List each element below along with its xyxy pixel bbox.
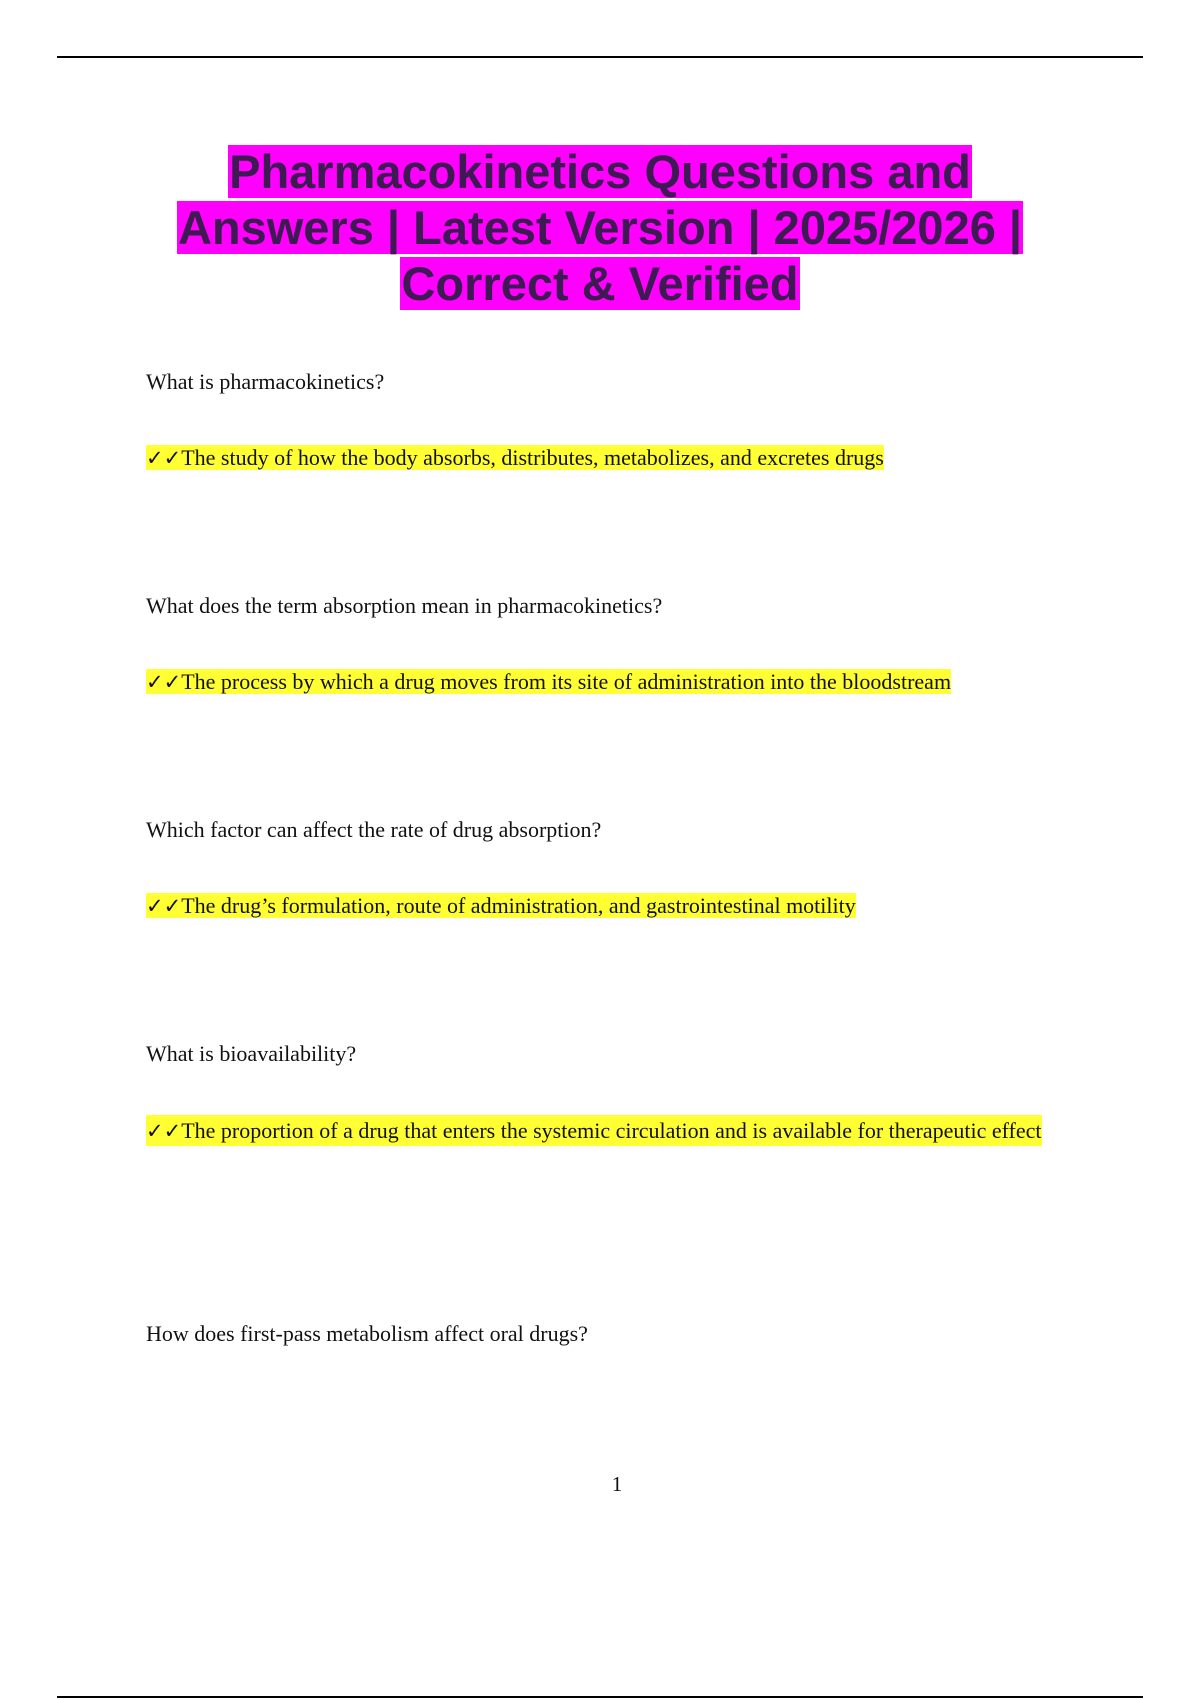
question-4: What is bioavailability? [146,1041,357,1066]
answer-highlight [146,445,884,470]
double-check-icon: ✓✓ [146,670,182,694]
title-line-3: Correct & Verified [401,257,799,310]
answer-text: The drug’s formulation, route of administration, and gastrointestinal motility [181,893,856,918]
answer-3 [146,892,856,920]
document-title [0,144,1200,312]
answer-2 [146,668,951,696]
answer-1 [146,444,884,472]
answer-4 [146,1100,1066,1162]
question-3: Which factor can affect the rate of drug absorption? [146,817,602,842]
double-check-icon: ✓✓ [146,446,182,470]
page-number: 1 [611,1472,623,1496]
double-check-icon: ✓✓ [146,894,182,918]
question-5: How does first-pass metabolism affect oral drugs? [146,1321,588,1346]
double-check-icon: ✓✓ [146,1119,182,1143]
answer-highlight [146,1115,1042,1146]
top-rule [57,56,1143,58]
title-line-2: Answers | Latest Version | 2025/2026 | [177,201,1023,254]
answer-text: The study of how the body absorbs, distributes, metabolizes, and excretes drugs [181,445,884,470]
question-2: What does the term absorption mean in pharmacokinetics? [146,593,663,618]
question-1: What is pharmacokinetics? [146,369,385,394]
answer-highlight [146,893,856,918]
answer-highlight [146,669,951,694]
answer-text: The proportion of a drug that enters the systemic circulation and is available for therapeutic effect [181,1118,1042,1143]
title-line-1: Pharmacokinetics Questions and [229,145,971,198]
answer-text: The process by which a drug moves from its site of administration into the bloodstream [181,669,952,694]
bottom-rule [57,1696,1143,1698]
